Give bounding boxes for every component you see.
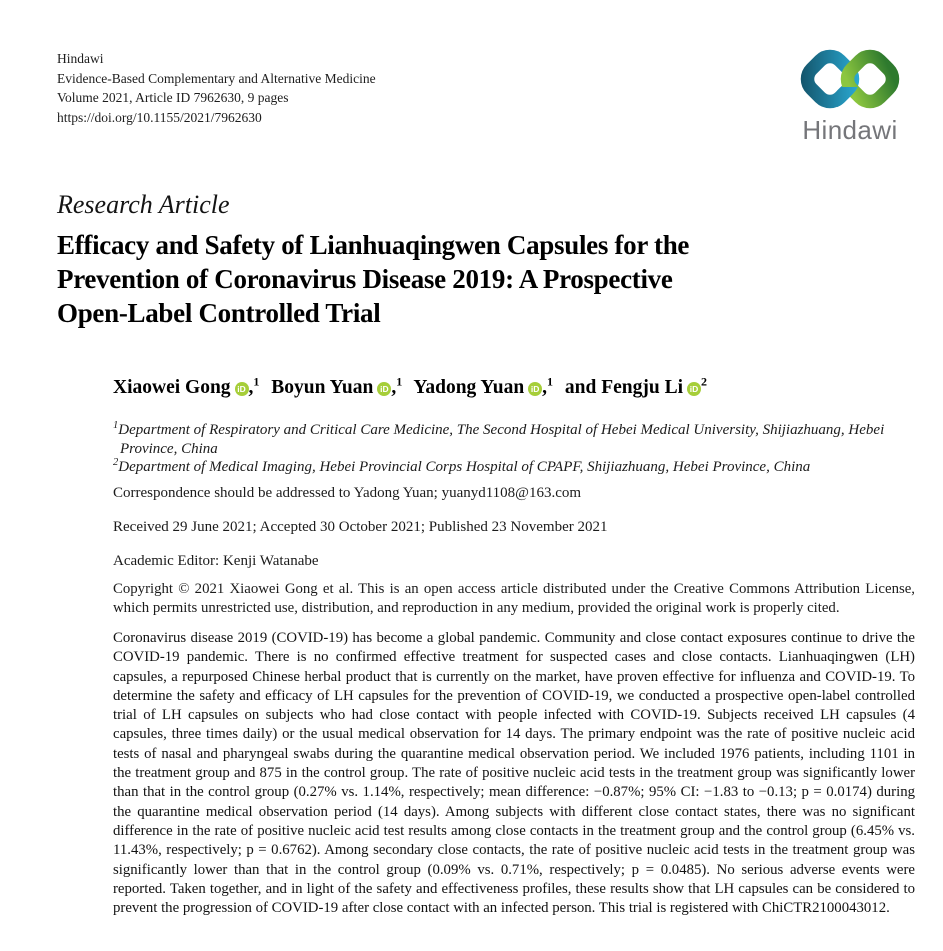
volume-article-id: Volume 2021, Article ID 7962630, 9 pages — [57, 90, 289, 105]
doi-link[interactable]: https://doi.org/10.1155/2021/7962630 — [57, 109, 262, 125]
author-1 — [113, 374, 260, 398]
history-line: Received 29 June 2021; Accepted 30 October 2021; Published 23 November 2021 — [113, 519, 608, 535]
author-4-affiliation-ref: 2 — [701, 374, 708, 389]
correspondence-text: Correspondence should be addressed to Yadong Yuan; — [113, 485, 442, 501]
orcid-icon[interactable]: iD — [235, 382, 249, 396]
authors-line — [113, 374, 714, 399]
journal-name: Evidence-Based Complementary and Alternative Medicine — [57, 70, 376, 86]
author-4 — [564, 374, 708, 398]
orcid-icon[interactable]: iD — [377, 382, 391, 396]
affiliation-1 — [113, 421, 915, 458]
author-3-name: Yadong Yuan — [413, 377, 525, 398]
article-title — [57, 228, 689, 330]
affiliation-2-text: Department of Medical Imaging, Hebei Provincial Corps Hospital of CPAPF, Shijiazhuang, Hebei Province, China — [118, 459, 811, 475]
author-4-name: and Fengju Li — [564, 377, 684, 398]
author-2-name: Boyun Yuan — [271, 377, 374, 398]
orcid-icon[interactable]: iD — [687, 382, 701, 396]
copyright-text: Copyright © 2021 Xiaowei Gong et al. This is an open access article distributed under the Creative Commons Attribution License, which permits unrestricted use, distribution, and reproduction in any medium, provided the original work is properly cited. — [113, 581, 915, 616]
affiliation-1-text: Department of Respiratory and Critical Care Medicine, The Second Hospital of Hebei Medical University, Shijiazhuang, Hebei Province, China — [118, 422, 885, 457]
author-3 — [413, 374, 554, 398]
hindawi-logo — [790, 42, 910, 146]
publisher-info — [57, 49, 376, 127]
title-line-3: Open-Label Controlled Trial — [57, 298, 381, 328]
title-line-1: Efficacy and Safety of Lianhuaqingwen Capsules for the — [57, 230, 690, 260]
author-3-affiliation-ref: 1 — [547, 374, 554, 389]
affiliations — [113, 421, 915, 477]
author-3-sep: , — [542, 377, 548, 398]
title-line-2: Prevention of Coronavirus Disease 2019: A Prospective — [57, 264, 673, 294]
affiliation-1-ref: 1 — [113, 420, 119, 431]
article-type-label: Research Article — [57, 190, 230, 219]
author-2-sep: , — [391, 377, 397, 398]
correspondence-email-link[interactable]: yuanyd1108@163.com — [441, 485, 582, 501]
publisher-name: Hindawi — [57, 51, 104, 66]
author-2 — [271, 374, 403, 398]
affiliation-2-ref: 2 — [113, 457, 119, 468]
abstract-text: Coronavirus disease 2019 (COVID-19) has become a global pandemic. Community and close contact exposures continue to drive the COVID-19 pandemic. There is no confirmed effective treatment for suspected cases and close contacts. Lianhuaqingwen (LH) capsules, a repurposed Chinese herbal product that is currently on the market, have proven effective for influenza and COVID-19. To determine the safety and efficacy of LH capsules for the prevention of COVID-19, we conducted a prospective open-label controlled trial of LH capsules on subjects who had close contact with people infected with COVID-19. Subjects received LH capsules (4 capsules, three times daily) or the usual medical observation for 14 days. The primary endpoint was the rate of positive nucleic acid tests of nasal and pharyngeal swabs during the quarantine medical observation period. We included 1976 patients, including 1101 in the treatment group and 875 in the control group. The rate of positive nucleic acid tests in the treatment group was significantly lower than that in the control group (0.27% vs. 1.14%, respectively; mean difference: −0.87%; 95% CI: −1.83 to −0.13; p = 0.0174) during the quarantine medical observation period (14 days). Among subjects with different close contact states, there was no significant difference in the rate of positive nucleic acid test results among close contacts in the treatment group and the control group (6.45% vs. 11.43%, respectively; p = 0.6762). Among secondary close contacts, the rate of positive nucleic acid tests in the treatment group was significantly lower than that in the control group (0.09% vs. 0.71%, respectively; p = 0.0485). No serious adverse events were reported. Taken together, and in light of the safety and effectiveness profiles, these results show that LH capsules can be considered to prevent the progression of COVID-19 after close contact with an infected person. This trial is registered with ChiCTR2100043012. — [113, 630, 915, 917]
author-1-name: Xiaowei Gong — [113, 377, 231, 398]
author-2-affiliation-ref: 1 — [396, 374, 403, 389]
hindawi-rings-icon — [794, 42, 906, 116]
hindawi-logo-text: Hindawi — [802, 115, 898, 145]
affiliation-2 — [113, 458, 915, 477]
orcid-icon[interactable]: iD — [528, 382, 542, 396]
author-1-affiliation-ref: 1 — [253, 374, 260, 389]
academic-editor-line: Academic Editor: Kenji Watanabe — [113, 553, 319, 569]
correspondence-line — [113, 485, 581, 502]
author-1-sep: , — [248, 377, 254, 398]
